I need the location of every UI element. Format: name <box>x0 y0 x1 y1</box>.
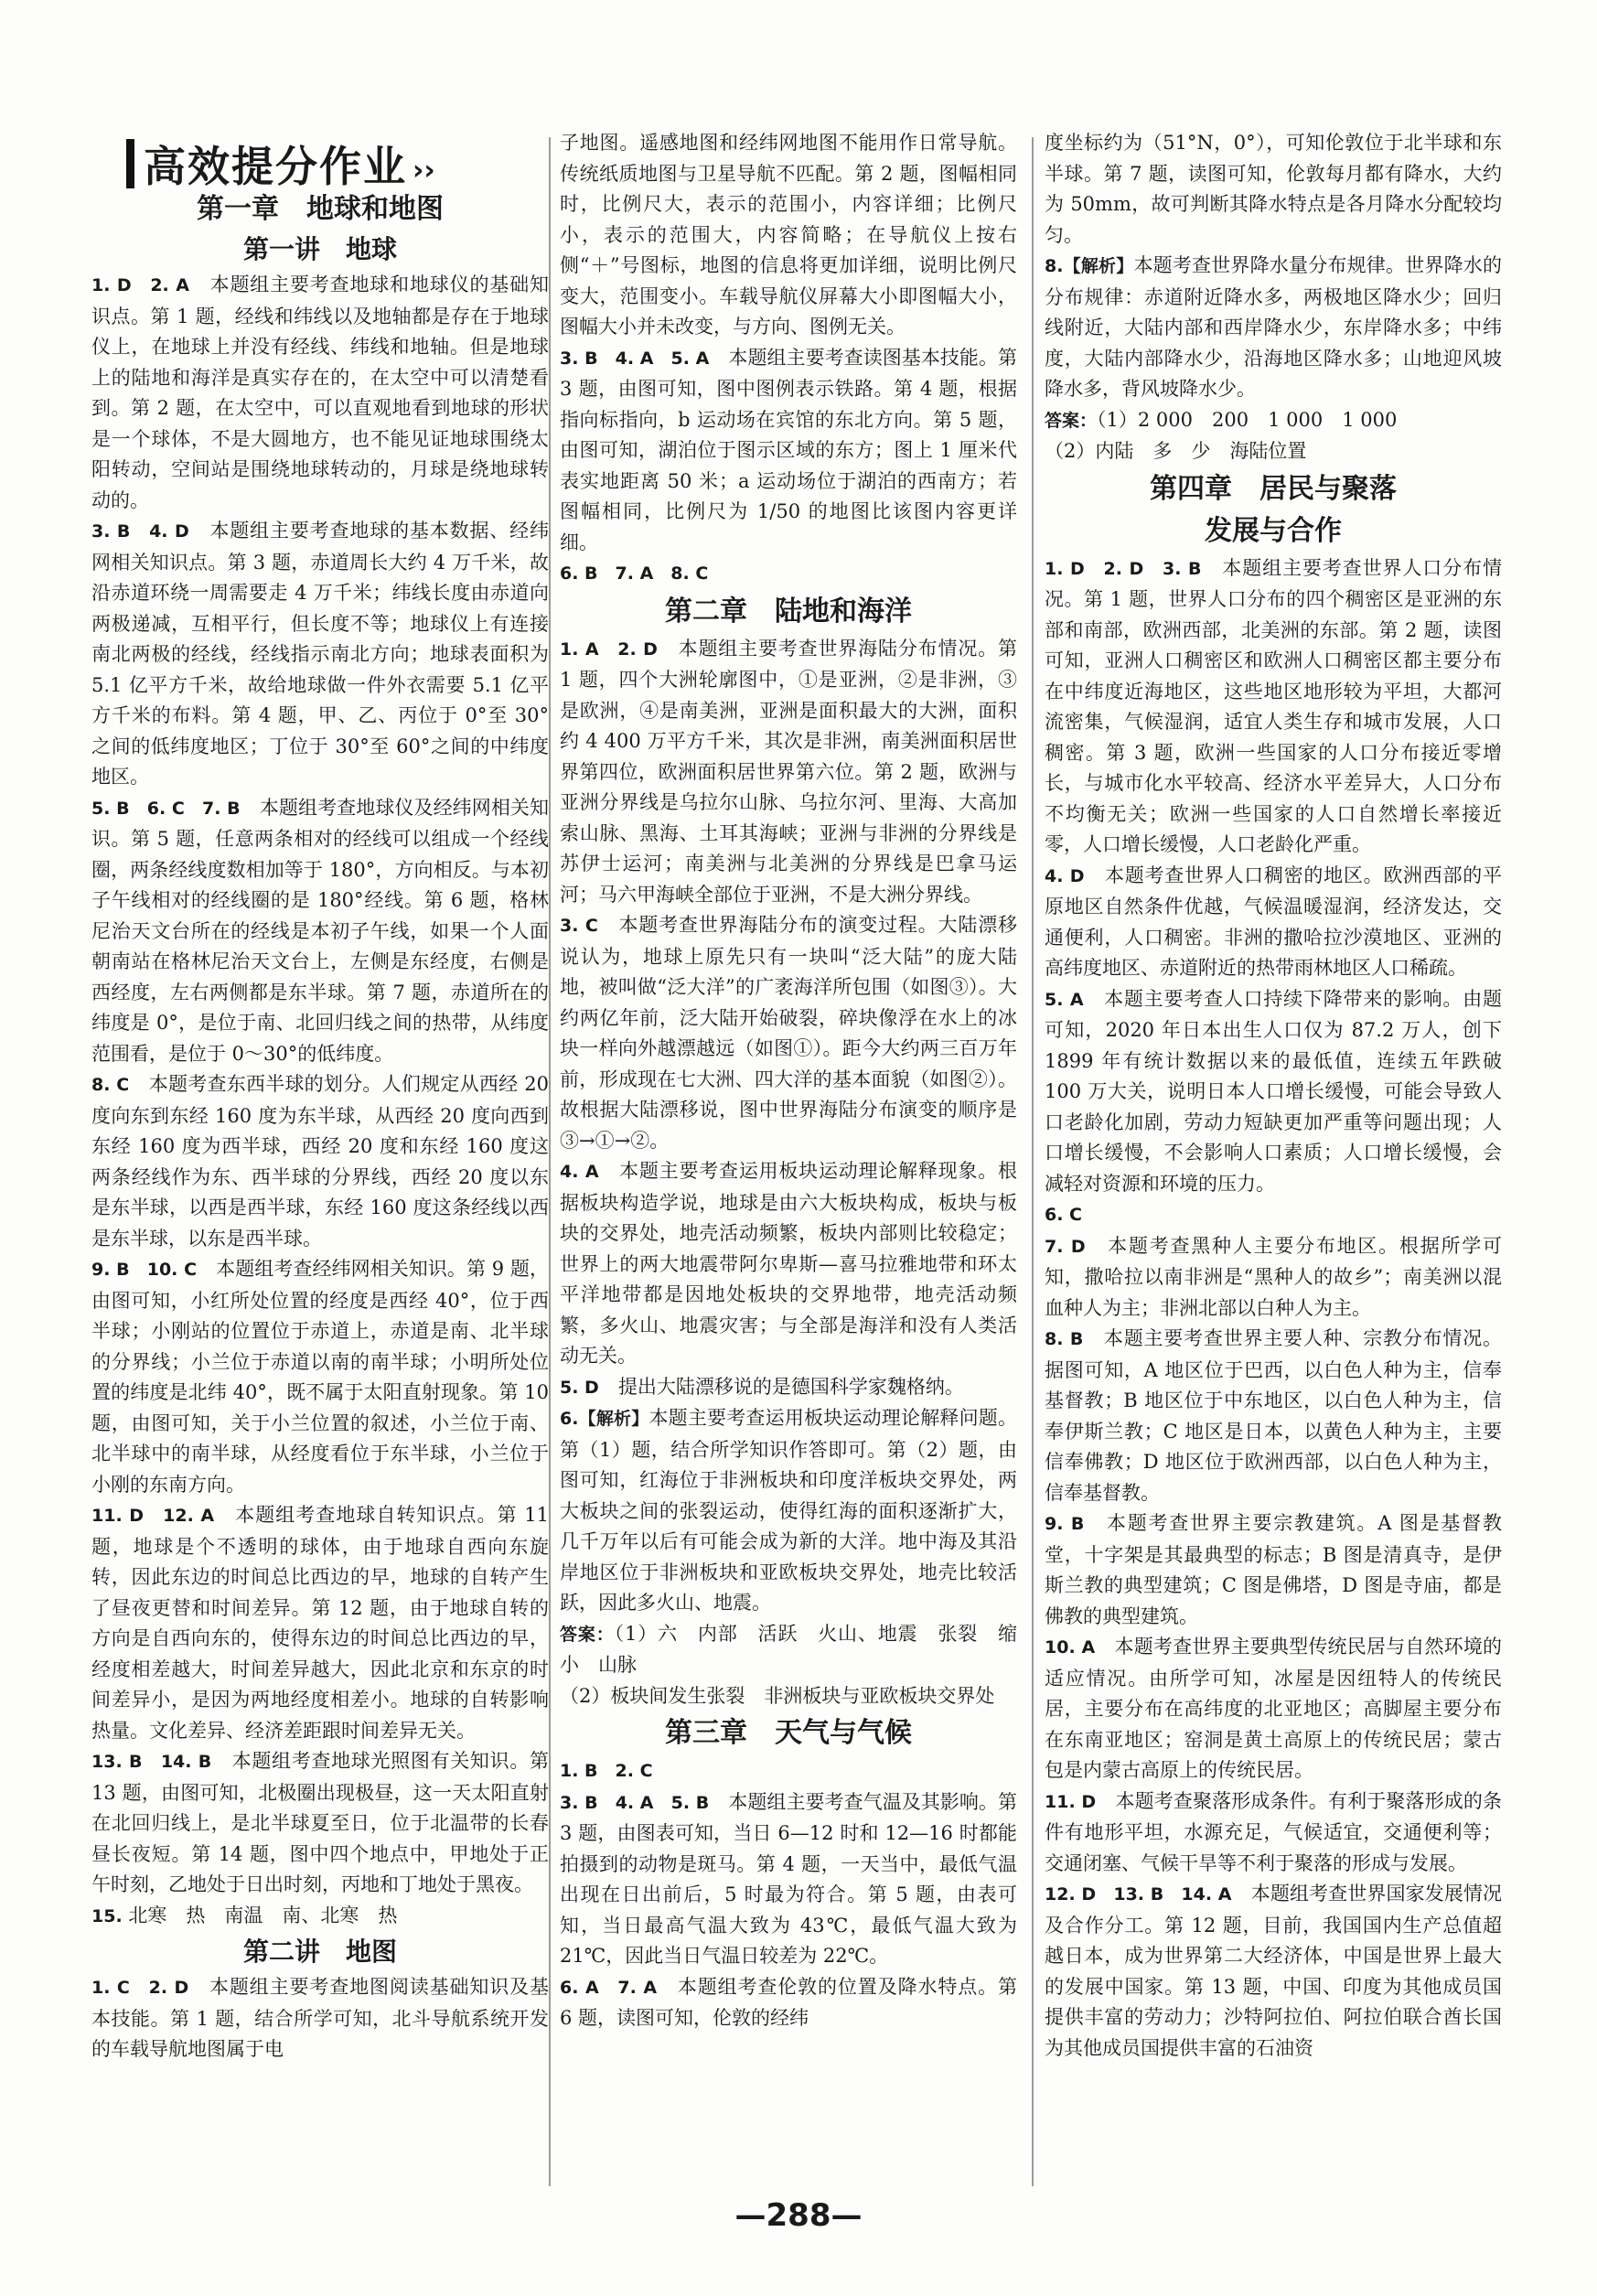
section-banner <box>126 137 435 190</box>
question-number: 9. B <box>1045 1514 1085 1534</box>
question-number: 15. <box>91 1905 123 1926</box>
question-number: 3. C <box>560 916 598 936</box>
answer-text: 本题组主要考查世界人口分布情况。第 1 题，世界人口分布的四个稠密区是亚洲的东部和南部，欧洲西部，北美洲的东部。第 2 题，读图可知，亚洲人口稠密区和欧洲人口稠密区都主要分布在中纬度近海地区，这些地区地形较为平坦，大都河流密集，气候湿润，适宜人类生存和城市发展，人口稠密。第 3 题，欧洲一些国家的人口分布接近零增长，与城市化水平较高、经济水平差异大，人口分布不均衡无关；欧洲一些国家的人口自然增长率接近零，人口增长缓慢，人口老龄化严重。 <box>1045 556 1503 855</box>
answer-text: 本题考查世界主要典型传统民居与自然环境的适应情况。由所学可知，冰屋是因纽特人的传统民居，主要分布在高纬度的北亚地区；高脚屋主要分布在东南亚地区；窑洞是黄土高原上的传统民居；蒙古包是内蒙古高原上的传统民居。 <box>1045 1636 1503 1781</box>
answer-text: （2）内陆 多 少 海陆位置 <box>1045 440 1307 462</box>
answer-paragraph <box>1045 861 1502 984</box>
question-number: 8. B <box>1045 1329 1084 1349</box>
chapter-heading: 第二章 陆地和海洋 <box>665 595 912 628</box>
answer-text: 本题主要考查运用板块运动理论解释问题。第（1）题，结合所学知识作答即可。第（2）题，由图可知，红海位于非洲板块和印度洋板块交界处，两大板块之间的张裂运动，使得红海的面积逐渐扩大，几千万年以后有可能会成为新的大洋。地中海及其沿岸地区位于非洲板块和亚欧板块交界处，地壳比较活跃，因此多火山、地震。 <box>560 1407 1017 1614</box>
answer-paragraph <box>560 128 1017 343</box>
answer-paragraph <box>91 793 549 1070</box>
chapter-heading: 第二讲 地图 <box>242 1937 397 1967</box>
question-number: 5. D <box>560 1377 599 1398</box>
question-number: 8. C <box>91 1075 130 1095</box>
answer-text: 本题组考查经纬网相关知识。第 9 题，由图可知，小红所处位置的经度是西经 40°，位于西半球；小刚站的位置位于赤道上，赤道是南、北半球的分界线；小兰位于赤道以南的南半球；小明所处位置的纬度是北纬 40°，既不属于太阳直射现象。第 10 题，由图可知，关于小兰位置的叙述，小兰位于南、北半球中的南半球，从经度看位于东半球，小兰位于小刚的东南方向。 <box>91 1258 549 1496</box>
answer-text: （2）板块间发生张裂 非洲板块与亚欧板块交界处 <box>560 1684 995 1707</box>
answer-paragraph <box>1045 1199 1502 1231</box>
column-middle <box>560 128 1017 2034</box>
question-number: 1. D 2. D 3. B <box>1045 558 1202 579</box>
answer-text: 本题主要考查人口持续下降带来的影响。由题可知，2020 年日本出生人口仅为 87.2 万人，创下 1899 年有统计数据以来的最低值，连续五年跌破 100 万大关，说明日本人口增长缓慢，可能会导致人口老龄化加剧，劳动力短缺更加严重等问题出现；人口增长缓慢，不会影响人口素质；人口增长缓慢，会减轻对资源和环境的压力。 <box>1045 987 1502 1195</box>
chapter-heading: 第三章 天气与气候 <box>665 1717 912 1749</box>
question-number: 11. D <box>1045 1791 1097 1812</box>
answer-paragraph <box>1045 553 1502 861</box>
page-number: —288— <box>734 2197 863 2234</box>
answer-text: 本题组主要考查世界海陆分布情况。第 1 题，四个大洲轮廓图中，①是亚洲，②是非洲，③是欧洲，④是南美洲，亚洲是面积最大的大洲，面积约 4 400 万平方千米，其次是非洲，南美洲面积居世界第四位，欧洲面积居世界第六位。第 2 题，欧洲与亚洲分界线是乌拉尔山脉、乌拉尔河、里海、大高加索山脉、黑海、土耳其海峡；亚洲与非洲的分界线是苏伊士运河；南美洲与北美洲的分界线是巴拿马运河；马六甲海峡全部位于亚洲，不是大洲分界线。 <box>560 637 1017 906</box>
answer-paragraph <box>91 1500 549 1746</box>
answer-text: 本题主要考查世界主要人种、宗教分布情况。据图可知，A 地区位于巴西，以白色人种为主，信奉基督教；B 地区位于中东地区，以白色人种为主，信奉伊斯兰教；C 地区是日本，以黄色人种为主，主要信奉佛教；D 地区位于欧洲西部，以白色人种为主，信奉基督教。 <box>1045 1327 1502 1504</box>
answer-paragraph <box>1045 984 1502 1200</box>
answer-paragraph <box>560 558 1017 590</box>
chapter-heading: 发展与合作 <box>1205 514 1342 547</box>
answer-text: 度坐标约为（51°N，0°），可知伦敦位于北半球和东半球。第 7 题，读图可知，伦敦每月都有降水，大约为 50mm，故可判断其降水特点是各月降水分配较均匀。 <box>1045 132 1502 246</box>
answer-paragraph <box>560 1619 1017 1681</box>
question-number: 1. A 2. D <box>560 638 658 660</box>
answer-paragraph <box>91 270 549 516</box>
answer-paragraph <box>1045 251 1502 405</box>
question-number: 12. D 13. B 14. A <box>1045 1884 1232 1904</box>
question-number: 10. A <box>1045 1637 1096 1658</box>
answer-paragraph <box>560 910 1017 1156</box>
answer-paragraph <box>1045 1879 1502 2064</box>
answer-paragraph <box>1045 1632 1502 1786</box>
question-number: 6. C <box>1045 1205 1082 1225</box>
answer-paragraph <box>91 1901 549 1933</box>
question-number: 4. D <box>1045 865 1085 886</box>
answer-text: 本题组考查地球自转知识点。第 11 题，地球是个不透明的球体，由于地球自西向东旋转，因此东边的时间总比西边的早，地球的自转产生了昼夜更替和时间差异。第 12 题，由于地球自转的方向是自西向东的，使得东边的时间总比西边的早，经度相差越大，时间差异越大，因此北京和东京的时间差异小，是因为两地经度相差小。地球的自转影响热量。文化差异、经济差距跟时间差异无关。 <box>91 1504 549 1742</box>
answer-paragraph <box>1045 1508 1502 1632</box>
answer-text: 本题组主要考查地球和地球仪的基础知识点。第 1 题，经线和纬线以及地轴都是存在于地球仪上，在地球上并没有经线、纬线和地轴。但是地球上的陆地和海洋是真实存在的，在太空中可以清楚看到。第 2 题，在太空中，可以直观地看到地球的形状是一个球体，不是大圆地方，也不能见证地球围绕太阳转动，空间站是围绕地球转动的，月球是绕地球转动的。 <box>91 274 549 511</box>
answer-text: 本题组考查地球仪及经纬网相关知识。第 5 题，任意两条相对的经线可以组成一个经线圈，两条经线度数相加等于 180°，方向相反。与本初子午线相对的经线圈的是 180°经线。第 6 题，格林尼治天文台所在的经线是本初子午线，如果一个人面朝南站在格林尼治天文台上，左侧是东经度，右侧是西经度，左右两侧都是东半球。第 7 题，赤道所在的纬度是 0°，是位于南、北回归线之间的热带，从纬度范围看，是位于 0～30°的低纬度。 <box>91 796 549 1065</box>
chapter-heading: 第一讲 地球 <box>242 234 397 264</box>
question-number: 4. A <box>560 1162 599 1182</box>
answer-text: 本题考查世界人口稠密的地区。欧洲西部的平原地区自然条件优越，气候温暖湿润，经济发达，交通便利，人口稠密。非洲的撒哈拉沙漠地区、亚洲的高纬度地区、赤道附近的热带雨林地区人口稀疏。 <box>1045 864 1502 979</box>
answer-paragraph <box>560 1403 1017 1619</box>
chapter-heading: 第四章 居民与聚落 <box>1150 472 1397 505</box>
chapter-heading: 第一章 地球和地图 <box>197 193 444 225</box>
answer-paragraph <box>1045 1786 1502 1880</box>
column-divider <box>1032 137 1034 2186</box>
answer-paragraph <box>1045 1231 1502 1325</box>
question-number: 3. B 4. A 5. B <box>560 1792 710 1813</box>
answer-text: 本题考查黑种人主要分布地区。根据所学可知，撒哈拉以南非洲是“黑种人的故乡”；南美洲以混血种人为主；非洲北部以白种人为主。 <box>1045 1234 1503 1319</box>
answer-paragraph <box>1045 436 1502 467</box>
answer-paragraph <box>91 1254 549 1500</box>
question-number: 3. B 4. D <box>91 521 189 542</box>
question-number: 答案： <box>560 1624 615 1645</box>
answer-text: （1）六 内部 活跃 火山、地震 张裂 缩小 山脉 <box>560 1622 1017 1676</box>
answer-text: 本题组主要考查读图基本技能。第 3 题，由图可知，图中图例表示铁路。第 4 题，根据指向标指向，b 运动场在宾馆的东北方向。第 5 题，由图可知，湖泊位于图示区域的东方；图上 1 厘米代表实地距离 50 米；a 运动场位于湖泊的西南方；若图幅相同，比例尺为 1/50 的地图比该图内容更详细。 <box>560 346 1017 553</box>
question-number: 6.【解析】 <box>560 1409 649 1429</box>
answer-text: 本题考查世界海陆分布的演变过程。大陆漂移说认为，地球上原先只有一块叫“泛大陆”的庞大陆地，被叫做“泛大洋”的广袤海洋所包围（如图③）。大约两亿年前，泛大陆开始破裂，碎块像浮在水上的冰块一样向外越漂越远（如图①）。距今大约两三百万年前，形成现在七大洲、四大洋的基本面貌（如图②）。故根据大陆漂移说，图中世界海陆分布演变的顺序是③→①→②。 <box>560 914 1018 1152</box>
question-number: 7. D <box>1045 1236 1086 1257</box>
answer-paragraph <box>1045 405 1502 437</box>
question-number: 9. B 10. C <box>91 1260 198 1280</box>
question-number: 1. B 2. C <box>560 1761 653 1781</box>
answer-text: 本题组考查地球光照图有关知识。第 13 题，由图可知，北极圈出现极昼，这一天太阳直射在北回归线上，是北半球夏至日，位于北温带的长春昼长夜短。第 14 题，图中四个地点中，甲地处于正午时刻，乙地处于日出时刻，丙地和丁地处于黑夜。 <box>91 1750 550 1895</box>
answer-paragraph <box>560 1972 1017 2034</box>
question-number: 8.【解析】 <box>1045 256 1134 276</box>
answer-text: 本题考查聚落形成条件。有利于聚落形成的条件有地形平坦，水源充足，气候适宜，交通便利等；交通闭塞、气候干旱等不利于聚落的形成与发展。 <box>1045 1789 1503 1874</box>
banner-bar <box>126 139 134 188</box>
answer-text: 北寒 热 南温 南、北寒 热 <box>122 1904 398 1926</box>
answer-paragraph <box>91 1746 549 1901</box>
question-number: 3. B 4. A 5. A <box>560 348 710 369</box>
answer-text: 本题组主要考查气温及其影响。第 3 题，由图表可知，当日 6—12 时和 12—16 时都能拍摄到的动物是斑马。第 4 题，一天当中，最低气温出现在日出前后，5 时最为符合。第 5 题，由表可知，当日最高气温大致为 43℃，最低气温大致为 21℃，因此当日气温日较差为 22℃。 <box>560 1790 1018 1967</box>
answer-text: （1）2 000 200 1 000 1 000 <box>1097 408 1398 431</box>
question-number: 11. D 12. A <box>91 1506 215 1526</box>
answer-text: 提出大陆漂移说的是德国科学家魏格纳。 <box>598 1375 964 1398</box>
question-number: 1. C 2. D <box>91 1978 189 1998</box>
answer-paragraph <box>560 634 1017 911</box>
answer-paragraph <box>91 1972 549 2065</box>
answer-paragraph <box>560 1681 1017 1712</box>
answer-paragraph <box>1045 1324 1502 1508</box>
answer-text: 本题考查东西半球的划分。人们规定从西经 20 度向东到东经 160 度为东半球，从西经 20 度向西到东经 160 度为西半球，西经 20 度和东经 160 度这两条经线作为东、西半球的分界线，西经 20 度以东是东半球，以西是西半球，东经 160 度这条经线以西是东半球，以东是西半球。 <box>91 1073 549 1250</box>
answer-paragraph <box>560 1156 1017 1372</box>
question-number: 13. B 14. B <box>91 1752 212 1772</box>
answer-paragraph <box>560 1372 1017 1404</box>
question-number: 1. D 2. A <box>91 275 189 295</box>
answer-text: 本题组考查伦敦的位置及降水特点。第 6 题，读图可知，伦敦的经纬 <box>560 1975 1018 2029</box>
column-right <box>1045 128 1502 2064</box>
answer-text: 本题组考查世界国家发展情况及合作分工。第 12 题，目前，我国国内生产总值超越日本，成为世界第二大经济体，中国是世界上最大的发展中国家。第 13 题，中国、印度为其他成员国提供丰富的劳动力；沙特阿拉伯、阿拉伯联合酋长国为其他成员国提供丰富的石油资 <box>1045 1883 1503 2059</box>
answer-text: 本题主要考查运用板块运动理论解释现象。根据板块构造学说，地球是由六大板块构成，板块与板块的交界处，地壳活动频繁，板块内部则比较稳定；世界上的两大地震带阿尔卑斯—喜马拉雅地带和环太平洋地带都是因地处板块的交界地带，地壳活动频繁，多火山、地震灾害；与全部是海洋和没有人类活动无关。 <box>560 1160 1017 1367</box>
answer-text: 子地图。遥感地图和经纬网地图不能用作日常导航。传统纸质地图与卫星导航不匹配。第 2 题，图幅相同时，比例尺大，表示的范围小，内容详细；比例尺小，表示的范围大，内容简略；在导航仪上按右侧“＋”号图标，地图的信息将更加详细，说明比例尺变大，范围变小。车载导航仪屏幕大小即图幅大小，图幅大小并未改变，与方向、图例无关。 <box>560 132 1017 338</box>
answer-paragraph <box>560 1787 1017 1972</box>
answer-paragraph <box>91 1069 549 1254</box>
column-left <box>91 188 549 2065</box>
question-number: 6. B 7. A 8. C <box>560 563 709 584</box>
answer-text: 本题组主要考查地球的基本数据、经纬网相关知识点。第 3 题，赤道周长大约 4 万千米，故沿赤道环绕一周需要走 4 万千米；纬线长度由赤道向两极递减，互相平行，但长度不等；地球仪上有连接南北两极的经线，经线指示南北方向；地球表面积为 5.1 亿平方千米，故给地球做一件外衣需要 5.1 亿平方千米的布料。第 4 题，甲、乙、丙位于 0°至 30°之间的低纬度地区；丁位于 30°至 60°之间的中纬度地区。 <box>91 520 549 788</box>
answer-paragraph <box>560 343 1017 559</box>
answer-text: 本题考查世界主要宗教建筑。A 图是基督教堂，十字架是其最典型的标志；B 图是清真寺，是伊斯兰教的典型建筑；C 图是佛塔，D 图是寺庙，都是佛教的典型建筑。 <box>1045 1512 1502 1627</box>
question-number: 5. A <box>1045 989 1084 1010</box>
answer-paragraph <box>1045 128 1502 251</box>
double-chevron-icon: ›› <box>413 154 435 187</box>
question-number: 答案： <box>1045 410 1098 431</box>
question-number: 5. B 6. C 7. B <box>91 798 241 819</box>
answer-text: 本题组主要考查地图阅读基础知识及基本技能。第 1 题，结合所学可知，北斗导航系统开发的车载导航地图属于电 <box>91 1976 549 2060</box>
answer-paragraph <box>91 516 549 793</box>
column-divider <box>549 137 551 2186</box>
answer-paragraph <box>560 1755 1017 1787</box>
answer-text: 本题考查世界降水量分布规律。世界降水的分布规律：赤道附近降水多，两极地区降水少；回归线附近，大陆内部和西岸降水少，东岸降水多；中纬度，大陆内部降水少，沿海地区降水多；山地迎风坡降水多，背风坡降水少。 <box>1045 254 1502 400</box>
question-number: 6. A 7. A <box>560 1977 658 1998</box>
banner-title: 高效提分作业 <box>144 142 407 191</box>
